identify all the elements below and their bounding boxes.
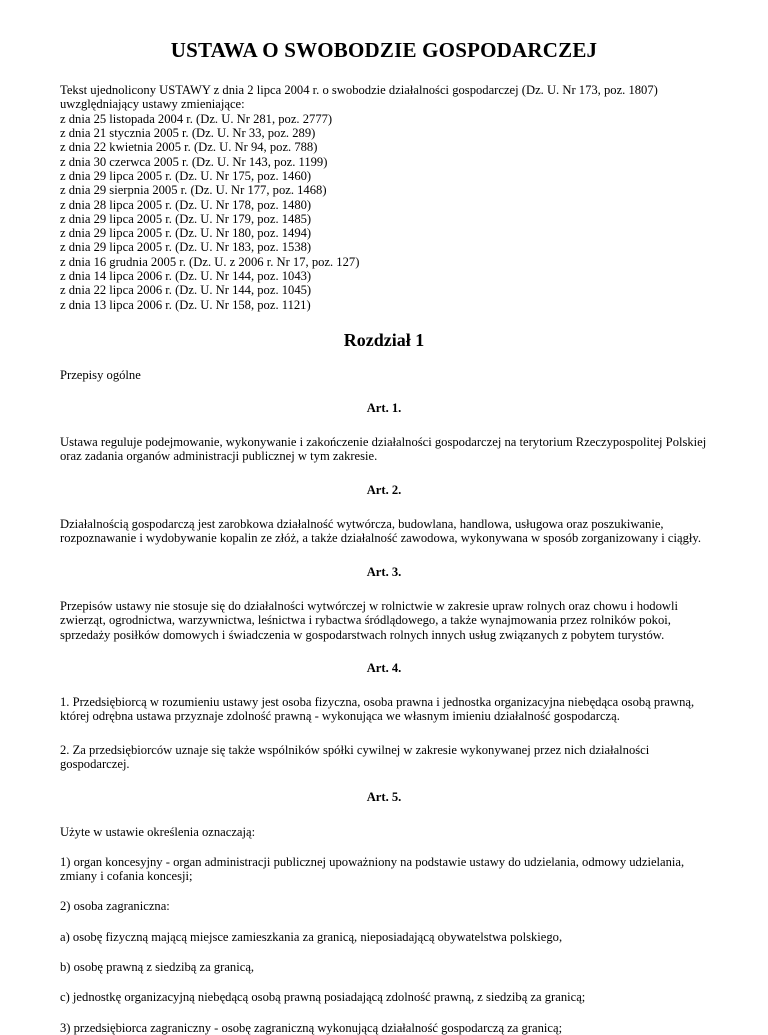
chapter-title: Rozdział 1 bbox=[343, 329, 425, 350]
amendment-line: z dnia 29 lipca 2005 r. (Dz. U. Nr 175, poz. 1460) bbox=[60, 168, 312, 183]
amendment-line: z dnia 29 lipca 2005 r. (Dz. U. Nr 179, poz. 1485) bbox=[60, 211, 312, 226]
amendment-line: z dnia 30 czerwca 2005 r. (Dz. U. Nr 143, poz. 1199) bbox=[60, 154, 328, 169]
amendment-line: z dnia 21 stycznia 2005 r. (Dz. U. Nr 33, poz. 289) bbox=[60, 126, 316, 141]
article-3 bbox=[60, 565, 708, 642]
intro-line: Tekst ujednolicony USTAWY z dnia 2 lipca 2004 r. o swobodzie działalności gospodarczej (Dz. U. Nr 173, poz. 1807) bbox=[60, 83, 658, 98]
amendment-line: z dnia 22 lipca 2006 r. (Dz. U. Nr 144, poz. 1045) bbox=[60, 283, 312, 298]
article-title: Art. 2. bbox=[366, 482, 402, 497]
article-paragraph: Ustawa reguluje podejmowanie, wykonywanie i zakończenie działalności gospodarczej na terytorium Rzeczypospolitej Polskiej oraz zadania organów administracji publicznej w tym zakresie. bbox=[60, 435, 707, 464]
amendment-line: z dnia 29 lipca 2005 r. (Dz. U. Nr 180, poz. 1494) bbox=[60, 226, 312, 241]
article-5 bbox=[60, 790, 708, 1035]
intro-line: uwzględniający ustawy zmieniające: bbox=[60, 97, 245, 112]
article-title: Art. 3. bbox=[366, 564, 402, 579]
amendment-line: z dnia 29 lipca 2005 r. (Dz. U. Nr 183, poz. 1538) bbox=[60, 240, 312, 255]
amendments-list bbox=[60, 83, 708, 312]
article-1 bbox=[60, 401, 708, 464]
amendment-line: z dnia 25 listopada 2004 r. (Dz. U. Nr 281, poz. 2777) bbox=[60, 111, 333, 126]
article-4 bbox=[60, 661, 708, 771]
document-title: USTAWA O SWOBODZIE GOSPODARCZEJ bbox=[170, 38, 598, 62]
definition-subitem: c) jednostkę organizacyjną niebędącą osobą prawną posiadającą zdolność prawną, z siedzibą za granicą; bbox=[60, 990, 586, 1005]
article-paragraph: Użyte w ustawie określenia oznaczają: bbox=[60, 824, 256, 839]
article-2 bbox=[60, 483, 708, 546]
article-title: Art. 4. bbox=[366, 660, 402, 675]
section-label: Przepisy ogólne bbox=[60, 367, 141, 382]
amendment-line: z dnia 14 lipca 2006 r. (Dz. U. Nr 144, poz. 1043) bbox=[60, 269, 312, 284]
definition-item: 1) organ koncesyjny - organ administracji publicznej upoważniony na podstawie ustawy do udzielania, odmowy udzielania, zmiany i cofania koncesji; bbox=[60, 854, 685, 884]
article-paragraph: 2. Za przedsiębiorców uznaje się także wspólników spółki cywilnej w zakresie wykonywanej przez nich działalności gospodarczej. bbox=[60, 742, 650, 771]
amendment-line: z dnia 13 lipca 2006 r. (Dz. U. Nr 158, poz. 1121) bbox=[60, 297, 311, 312]
amendment-line: z dnia 22 kwietnia 2005 r. (Dz. U. Nr 94, poz. 788) bbox=[60, 140, 318, 155]
amendment-line: z dnia 16 grudnia 2005 r. (Dz. U. z 2006 r. Nr 17, poz. 127) bbox=[60, 254, 360, 269]
article-paragraph: Przepisów ustawy nie stosuje się do działalności wytwórczej w rolnictwie w zakresie upraw rolnych oraz chowu i hodowli zwierząt, ogrodnictwa, warzywnictwa, leśnictwa i rybactwa śródlądowego, a także wynajmowania przez rolników pokoi, sprzedaży posiłków domowych i świadczenia w gospodarstwach rolnych innych usług związanych z pobytem turystów. bbox=[60, 598, 678, 642]
article-title: Art. 5. bbox=[366, 790, 402, 805]
article-paragraph: Działalnością gospodarczą jest zarobkowa działalność wytwórcza, budowlana, handlowa, usługowa oraz poszukiwanie, rozpoznawanie i wydobywanie kopalin ze złóż, a także działalność zawodowa, wykonywana w sposób zorganizowany i ciągły. bbox=[60, 517, 702, 546]
definition-subitem: b) osobę prawną z siedzibą za granicą, bbox=[60, 960, 255, 975]
definition-subitem: a) osobę fizyczną mającą miejsce zamieszkania za granicą, nieposiadającą obywatelstwa polskiego, bbox=[60, 929, 563, 944]
article-paragraph: 1. Przedsiębiorcą w rozumieniu ustawy jest osoba fizyczna, osoba prawna i jednostka organizacyjna niebędąca osobą prawną, której odrębna ustawa przyznaje zdolność prawną - wykonująca we własnym imieniu działalność gospodarczą. bbox=[60, 695, 695, 724]
amendment-line: z dnia 29 sierpnia 2005 r. (Dz. U. Nr 177, poz. 1468) bbox=[60, 183, 327, 198]
article-title: Art. 1. bbox=[366, 400, 402, 415]
amendment-line: z dnia 28 lipca 2005 r. (Dz. U. Nr 178, poz. 1480) bbox=[60, 197, 312, 212]
definition-item: 2) osoba zagraniczna: bbox=[60, 899, 170, 914]
definition-item: 3) przedsiębiorca zagraniczny - osobę zagraniczną wykonującą działalność gospodarczą za granicą; bbox=[60, 1020, 563, 1035]
